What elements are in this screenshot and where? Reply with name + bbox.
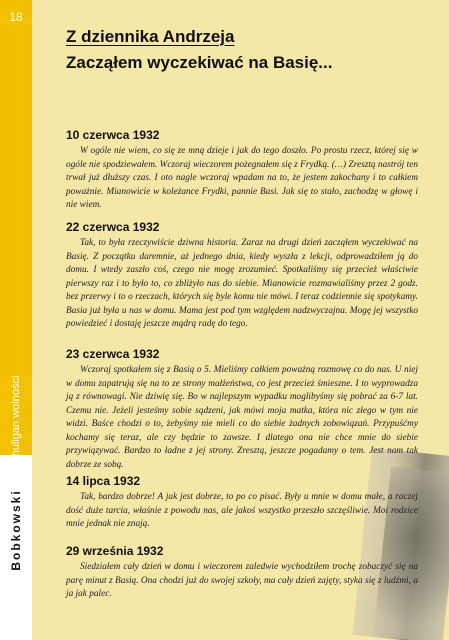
diary-entry	[66, 347, 418, 472]
page-title: Z dziennika Andrzeja	[66, 27, 235, 46]
entry-text: Tak, to była rzeczywiście dziwna historia. Zaraz na drugi dzień zacząłem wyczekiwać na Basię. Z początku daremnie, aż jednego dnia, kiedy wyszła z lekcji, odprowadziłem ją do domu. I wtedy zaszło coś, czego nie mogę zrozumieć. Spotkaliśmy się przecież właściwie pierwszy raz i to było to, co zbliżyło nas do siebie. Mianowicie rozmawialiśmy przez 2 godz. bez przerwy i to o rzeczach, których się byle komu nie mówi. I teraz codziennie się spotykamy. Basia już była u nas w domu. Mama jest pod tym względem nadzwyczajna. Mogę jej wszystko powiedzieć i dostaję jeszcze mądrą radę do tego.	[66, 238, 418, 329]
entry-date: 10 czerwca 1932	[66, 128, 160, 142]
page-number: 18	[9, 10, 23, 24]
entry-date: 23 czerwca 1932	[66, 347, 160, 361]
diary-entry	[66, 544, 418, 602]
author-label: Bobkowski	[9, 489, 23, 571]
entry-text: Wczoraj spotkałem się z Basią o 5. Mieliśmy całkiem poważną rozmowę co do nas. U niej w domu zapatrują się na to ze strony małżeństwa, co jest przecież śmieszne. I to wyprowadza ją z równowagi. Nie dziwię się. Bo w najlepszym wypadku moglibyśmy się pobrać za 6-7 lat. Czemu nie. Jeżeli jesteśmy sobie sądzeni, jak mówi moja matka, która nic złego w tym nie widzi. Baśce chodzi o to, żebyśmy nie mieli co do siebie żadnych zobowiązań. Przypuśćmy kochamy się teraz, ale czy będzie to zawsze. I dlatego ona nie chce mnie do siebie przywiązywać. Bardzo to ładne z jej strony. Zresztą, jeszcze pogadamy o tem. Jest nam tak dobrze ze sobą.	[66, 365, 418, 470]
entry-text: Siedziałem cały dzień w domu i wieczorem zaledwie wychodziłem trochę zobaczyć się na parę minut z Basią. Ona chodzi już do swojej szkoły, ma cały dzień zajęty, styka się z ludźmi, a ja jak palec.	[66, 562, 418, 599]
entry-date: 22 czerwca 1932	[66, 220, 160, 234]
page-subtitle: Zacząłem wyczekiwać na Basię...	[66, 53, 333, 72]
entry-date: 14 lipca 1932	[66, 474, 141, 488]
entry-text: Tak, bardzo dobrze! A jak jest dobrze, to po co pisać. Były u mnie w domu małe, a raczej dość duże tarcia, właśnie z powodu nas, ale jakoś wszystko przeszło szczęśliwie. Moi rodzice mnie jednak nie znają.	[66, 492, 418, 529]
page-content	[32, 0, 449, 640]
entry-date: 29 września 1932	[66, 544, 164, 558]
diary-entry	[66, 220, 418, 332]
diary-entry	[66, 128, 418, 213]
entry-text: W ogóle nie wiem, co się ze mną dzieje i jak do tego doszło. Po prostu rzecz, której się w ogóle nie spodziewałem. Wczoraj wieczorem pożegnałem się z Frydką. (…) Zresztą nastrój ten trwał już dłuższy czas. I oto nagle wczoraj wpadam na to, że jestem zakochany i to całkiem poważnie. Mianowicie w koleżance Frydki, pannie Basi. Jak się to stało, zachodzę w głowę i nie wiem.	[66, 146, 418, 210]
sidebar	[0, 0, 32, 640]
section-label: Chuligan wolności	[10, 375, 22, 465]
diary-entry	[66, 474, 418, 532]
